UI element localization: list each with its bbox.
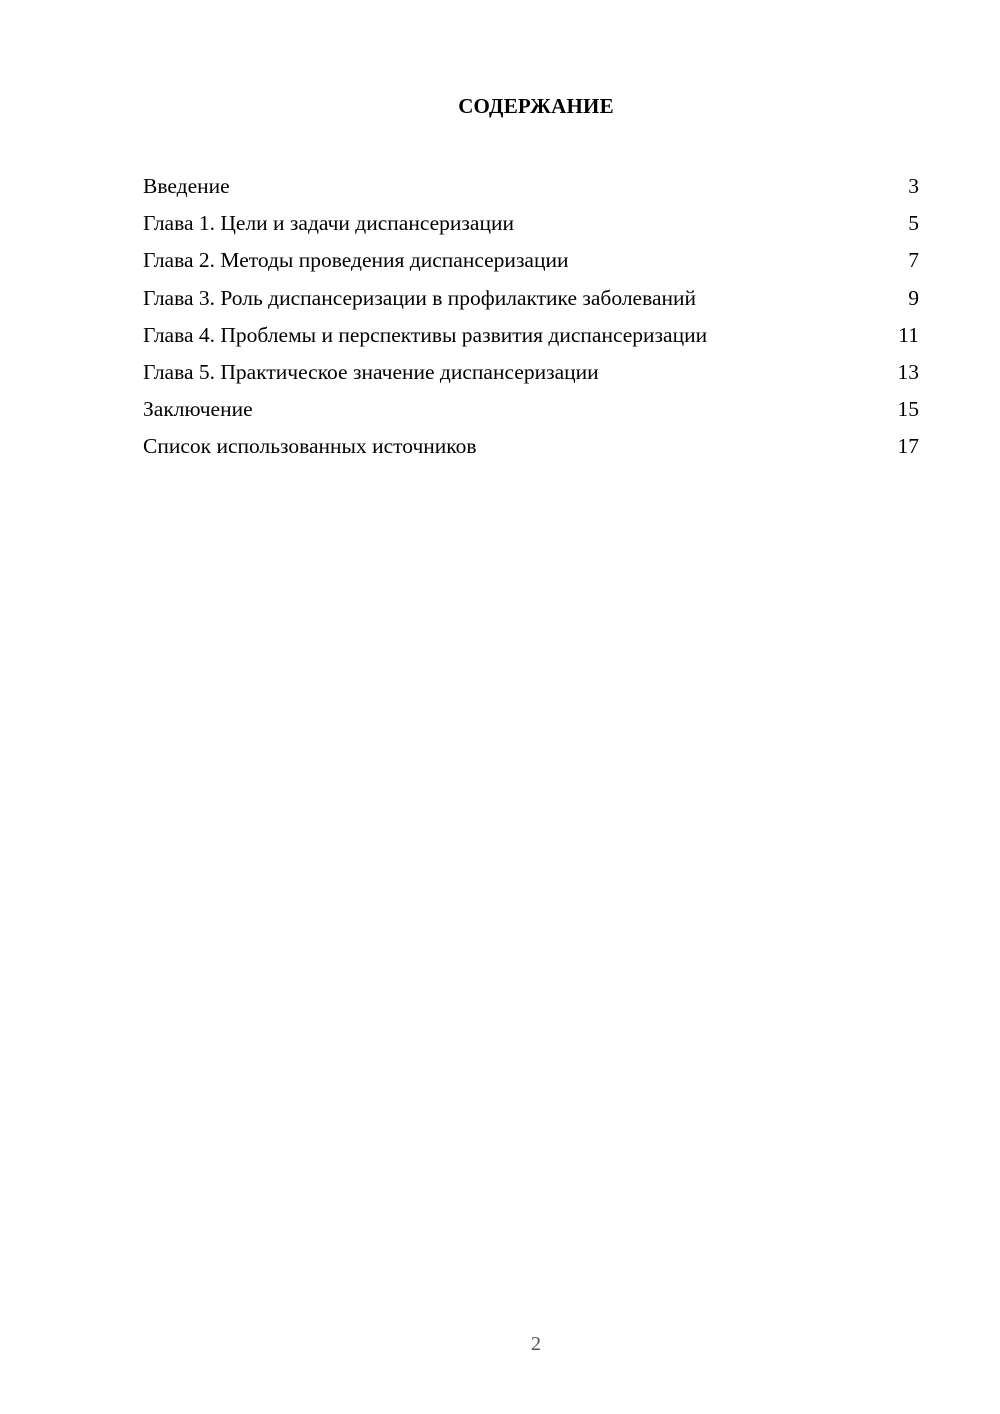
toc-item-page: 15 [897, 397, 919, 422]
toc-item-label: Введение [143, 174, 230, 198]
toc-item-page: 9 [908, 285, 919, 310]
toc-item-label: Глава 3. Роль диспансеризации в профилактике заболеваний [143, 285, 697, 310]
toc-item-chapter-4 [143, 317, 919, 354]
toc-item-label: Глава 1. Цели и задачи диспансеризации [143, 211, 514, 236]
toc-item-page: 7 [908, 248, 919, 273]
toc-item-page: 5 [908, 211, 919, 236]
toc-item-introduction [143, 168, 919, 205]
toc-item-conclusion [143, 391, 919, 428]
toc-item-chapter-1 [143, 205, 919, 242]
toc-item-page: 11 [898, 322, 919, 347]
toc-item-label: Глава 2. Методы проведения диспансеризации [143, 248, 569, 273]
page-number: 2 [531, 1333, 541, 1355]
toc-item-chapter-5 [143, 354, 919, 391]
toc-item-label: Глава 5. Практическое значение диспансеризации [143, 359, 599, 384]
toc-item-chapter-3 [143, 280, 919, 317]
toc-item-references [143, 428, 919, 465]
page-title: СОДЕРЖАНИЕ [458, 94, 614, 118]
toc-item-page: 13 [897, 359, 919, 384]
toc-item-label: Заключение [143, 397, 253, 422]
toc-item-page: 17 [897, 434, 919, 459]
toc-item-chapter-2 [143, 242, 919, 279]
toc-item-page: 3 [908, 174, 919, 198]
toc-item-label: Список использованных источников [143, 434, 477, 459]
table-of-contents [143, 168, 919, 466]
toc-item-label: Глава 4. Проблемы и перспективы развития диспансеризации [143, 322, 708, 347]
